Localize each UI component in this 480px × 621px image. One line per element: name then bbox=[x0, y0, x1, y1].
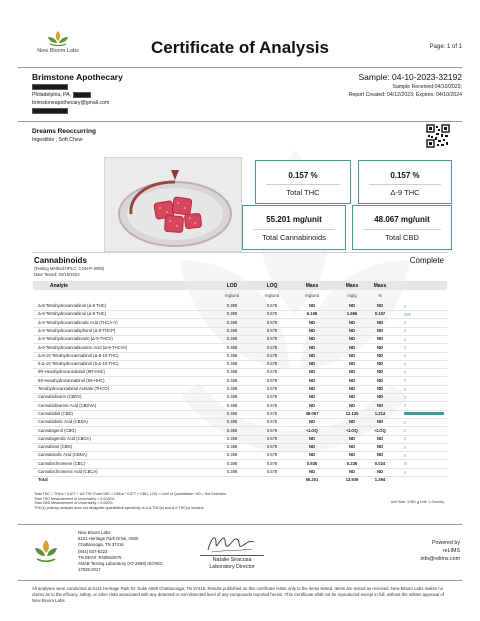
analyte-mass-g: ND bbox=[348, 402, 356, 408]
analyte-name: Cannabigerol (CBG) bbox=[38, 427, 76, 433]
column-unit: mg/unit bbox=[265, 293, 279, 298]
analyte-mass-pct: ND bbox=[376, 377, 384, 383]
analyte-mass-pct: 0.157 bbox=[374, 311, 386, 317]
note-line: Total THC = THCa * 0.877 + Δ9-THC;Total CBD = CBDa * 0.877 + CBD; LOQ = Limit of Quantitation; ND = Not Detected. bbox=[34, 492, 227, 496]
analyte-lod: 0.388 bbox=[226, 344, 238, 350]
analyte-mass-pct: ND bbox=[376, 444, 384, 450]
analyte-mass-pct: ND bbox=[376, 386, 384, 391]
client-divider bbox=[18, 121, 462, 122]
analyte-lod: 0.388 bbox=[226, 402, 238, 408]
analyte-mass-unit: ND bbox=[308, 452, 316, 458]
box-divider bbox=[266, 184, 340, 185]
cannabinoids-title: Cannabinoids bbox=[34, 256, 87, 265]
column-header: Analyte bbox=[50, 283, 69, 289]
product-photo bbox=[104, 157, 242, 252]
analyte-mass-unit: ND bbox=[308, 469, 316, 474]
analyte-bar bbox=[404, 404, 406, 407]
director-title: Laboratory Director bbox=[209, 564, 255, 570]
analyte-mass-g: ND bbox=[348, 394, 356, 400]
analyte-mass-unit: ND bbox=[308, 377, 316, 383]
analyte-mass-unit: <LOQ bbox=[306, 427, 318, 433]
analyte-bar bbox=[404, 454, 406, 457]
analyte-bar bbox=[404, 338, 406, 341]
lab-address bbox=[78, 530, 163, 573]
sample-received: Sample Received:04/10/2023; bbox=[392, 84, 462, 90]
analyte-mass-unit: ND bbox=[308, 352, 316, 358]
analyte-bar bbox=[404, 305, 406, 308]
analyte-mass-pct: ND bbox=[376, 327, 384, 333]
analyte-bar bbox=[404, 321, 406, 324]
analyte-loq: 0.578 bbox=[266, 427, 278, 433]
analyte-name: Δ-9-Tetrahydrocannabinol (Δ-9 THC) bbox=[38, 311, 107, 317]
analyte-bar bbox=[404, 313, 411, 316]
analyte-mass-unit: ND bbox=[308, 336, 316, 342]
analyte-mass-pct: ND bbox=[376, 452, 384, 458]
analyte-mass-unit: 48.067 bbox=[305, 410, 319, 416]
analyte-lod: 0.388 bbox=[226, 361, 238, 367]
footer-divider bbox=[18, 524, 462, 525]
analyte-loq: 0.578 bbox=[266, 319, 278, 325]
product-info bbox=[32, 128, 96, 144]
analyte-loq: 0.578 bbox=[266, 377, 278, 383]
total-label: Total bbox=[38, 477, 48, 483]
analyte-lod: 0.388 bbox=[226, 452, 238, 458]
director-signature bbox=[204, 530, 260, 556]
analyte-mass-pct: ND bbox=[376, 394, 384, 400]
analyte-mass-g: 0.236 bbox=[346, 460, 358, 466]
analyte-mass-g: 12.135 bbox=[345, 410, 359, 416]
analyte-loq: 0.578 bbox=[266, 444, 278, 450]
analyte-bar bbox=[404, 412, 444, 415]
analyte-mass-pct: ND bbox=[376, 435, 384, 441]
analyte-loq: 0.578 bbox=[266, 369, 278, 375]
sample-id: Sample: 04-10-2023-32192 bbox=[358, 72, 462, 82]
analyte-mass-unit: 0.935 bbox=[306, 460, 318, 466]
signature-line bbox=[200, 555, 264, 556]
client-city: Philadelphia, PA, bbox=[32, 92, 72, 98]
analyte-name: Cannabinol (CBN) bbox=[38, 444, 72, 450]
analyte-bar bbox=[404, 446, 406, 449]
analyte-mass-unit: ND bbox=[308, 444, 316, 450]
analyte-mass-g: ND bbox=[348, 377, 356, 383]
analyte-mass-unit: ND bbox=[308, 361, 316, 367]
analyte-mass-unit: ND bbox=[308, 319, 316, 325]
analyte-lod: 0.388 bbox=[226, 303, 238, 308]
analyte-bar bbox=[404, 346, 406, 349]
total-mass-pct: 1.394 bbox=[374, 477, 386, 483]
analyte-mass-g: ND bbox=[348, 386, 356, 391]
analyte-name: Cannabinolic Acid (CBNA) bbox=[38, 452, 87, 458]
total-mass-unit: 55.201 bbox=[305, 477, 319, 483]
lab-phone: (844) 837-8223 bbox=[78, 548, 108, 554]
column-unit: % bbox=[378, 293, 382, 298]
analyte-name: 9S-Hexahydrocannabinol (9S-HHC) bbox=[38, 377, 105, 383]
cannabinoids-method bbox=[34, 266, 104, 277]
analyte-bar bbox=[404, 437, 406, 440]
analyte-lod: 0.388 bbox=[226, 419, 238, 425]
analyte-mass-unit: ND bbox=[308, 435, 316, 441]
column-unit: mg/unit bbox=[225, 293, 239, 298]
analyte-lod: 0.388 bbox=[226, 427, 238, 433]
analyte-lod: 0.388 bbox=[226, 394, 238, 400]
analyte-name: Cannabichromenic Acid (CBCA) bbox=[38, 469, 98, 474]
column-unit: mg/g bbox=[347, 293, 357, 298]
analyte-mass-unit: ND bbox=[308, 327, 316, 333]
analyte-mass-pct: ND bbox=[376, 369, 384, 375]
analyte-mass-pct: ND bbox=[376, 419, 384, 425]
analyte-mass-pct: ND bbox=[376, 469, 384, 474]
page-number: Page: 1 of 1 bbox=[429, 44, 462, 50]
report-header bbox=[0, 0, 480, 66]
analyte-loq: 0.578 bbox=[266, 410, 278, 416]
analyte-lod: 0.388 bbox=[226, 435, 238, 441]
powered-by-label: Powered by bbox=[432, 540, 460, 546]
section-divider bbox=[32, 252, 448, 253]
analyte-mass-g: ND bbox=[348, 352, 356, 358]
column-header: Mass bbox=[345, 283, 359, 289]
total-cannabinoids-box bbox=[242, 205, 346, 250]
analyte-mass-g: ND bbox=[348, 303, 356, 308]
total-cbd-label: Total CBD bbox=[385, 233, 419, 242]
analyte-loq: 0.578 bbox=[266, 469, 278, 474]
analyte-mass-unit: ND bbox=[308, 369, 316, 375]
analyte-mass-unit: ND bbox=[308, 402, 316, 408]
client-email: brimstoneapothecary@gmail.com bbox=[32, 100, 110, 106]
analyte-name: 5-Δ-10-Tetrahydrocannabinol (5-Δ-10-THC) bbox=[38, 361, 119, 367]
total-cannabinoids-label: Total Cannabinoids bbox=[262, 233, 326, 242]
analyte-lod: 0.388 bbox=[226, 352, 238, 358]
product-photo-image bbox=[105, 158, 242, 252]
column-header: LOD bbox=[226, 283, 238, 289]
analyte-lod: 0.388 bbox=[226, 311, 238, 317]
box-divider bbox=[253, 229, 335, 230]
date-tested: Date Tested: 04/10/2023 bbox=[34, 271, 80, 277]
table-notes bbox=[34, 492, 227, 510]
lab-accreditation: ANAB Testing Laboratory (AT-2868) ISO/IEC bbox=[78, 561, 164, 567]
analyte-loq: 0.578 bbox=[266, 327, 278, 333]
analyte-mass-pct: <LOQ bbox=[374, 427, 386, 433]
analyte-bar bbox=[404, 462, 407, 465]
lims-email[interactable]: info@relims.com bbox=[420, 556, 460, 562]
client-name: Brimstone Apothecary bbox=[32, 72, 123, 82]
analyte-mass-g: ND bbox=[348, 361, 356, 367]
analyte-loq: 0.578 bbox=[266, 344, 278, 350]
analyte-mass-g: ND bbox=[348, 327, 356, 333]
analyte-bar bbox=[404, 363, 406, 366]
analyte-bar bbox=[404, 371, 406, 374]
d9-thc-value: 0.157 % bbox=[390, 171, 420, 180]
analyte-name: Δ-9-Tetrahydrocannabiphorol (Δ-9-THCP) bbox=[38, 327, 116, 333]
analyte-name: Δ-9-Tetrahydrocannabinolic Acid (THCA-A) bbox=[38, 319, 118, 325]
total-cbd-value: 48.067 mg/unit bbox=[374, 215, 430, 224]
footer-lab-logo-icon bbox=[34, 539, 58, 563]
note-line: THC(s) potency analysis does not designate quantitative specificity of Δ-8-THC(s) and Δ-9-THC(s) isomers bbox=[34, 505, 204, 510]
page-title: Certificate of Analysis bbox=[151, 38, 329, 57]
lab-iso: 17025:2017 bbox=[78, 567, 101, 573]
column-header: Mass bbox=[305, 283, 319, 289]
lab-dea: TN DEA#: RN0563975 bbox=[78, 554, 122, 560]
note-line: Total THC Measurement of Uncertainty = 0.0240% bbox=[34, 496, 115, 501]
box-divider bbox=[369, 184, 441, 185]
d9-thc-label: Δ-9 THC bbox=[390, 188, 420, 197]
analyte-name: Δ-9-Tetrahydrocannabivarin (Δ-9-THCV) bbox=[38, 336, 113, 342]
analyte-mass-unit: ND bbox=[308, 344, 316, 350]
analyte-name: Cannabidiol (CBD) bbox=[38, 410, 73, 416]
analyte-bar bbox=[404, 429, 406, 432]
total-cbd-box bbox=[352, 205, 452, 250]
redacted-field bbox=[73, 92, 91, 98]
analyte-loq: 0.578 bbox=[266, 452, 278, 458]
analyte-bar bbox=[404, 329, 406, 332]
analyte-loq: 0.578 bbox=[266, 311, 278, 317]
analyte-mass-g: ND bbox=[348, 435, 356, 441]
qr-code-icon bbox=[426, 124, 450, 148]
analyte-mass-g: ND bbox=[348, 344, 356, 350]
analyte-name: Cannabidivarinic Acid (CBDVA) bbox=[38, 402, 97, 408]
column-header: LOQ bbox=[266, 283, 278, 289]
d9-thc-box bbox=[358, 160, 452, 204]
analyte-name: Δ-9-Tetrahydrocannabivarinic Acid (Δ-9-THCVA) bbox=[38, 344, 128, 350]
redacted-field bbox=[32, 108, 68, 114]
analyte-lod: 0.388 bbox=[226, 327, 238, 333]
director-name: Natalie Siracusa bbox=[212, 557, 252, 563]
analyte-lod: 0.388 bbox=[226, 336, 238, 342]
analyte-mass-unit: 6.199 bbox=[306, 311, 318, 317]
analyte-mass-g: ND bbox=[348, 369, 356, 375]
analyte-lod: 0.388 bbox=[226, 386, 238, 391]
total-mass-g: 13.936 bbox=[345, 477, 359, 483]
analyte-mass-pct: ND bbox=[376, 352, 384, 358]
analyte-mass-unit: ND bbox=[308, 419, 316, 425]
powered-by bbox=[420, 539, 460, 563]
testing-method: (Testing Method:HPLC; CON-P-3008) bbox=[34, 266, 105, 271]
analyte-name: Tetrahydrocannabinol Acetate (THCO) bbox=[38, 386, 109, 391]
analyte-loq: 0.578 bbox=[266, 419, 278, 425]
analyte-mass-pct: ND bbox=[376, 319, 384, 325]
sample-info bbox=[349, 72, 462, 99]
analyte-bar bbox=[404, 396, 406, 399]
analyte-loq: 0.578 bbox=[266, 303, 278, 308]
analyte-mass-pct: ND bbox=[376, 361, 384, 367]
analyte-loq: 0.578 bbox=[266, 460, 278, 466]
total-thc-label: Total THC bbox=[286, 188, 320, 197]
analyte-mass-g: ND bbox=[348, 319, 356, 325]
product-category: Ingestible , Soft Chew bbox=[32, 137, 83, 143]
address-line: 6121 Heritage Park Drive, A500 bbox=[78, 536, 139, 542]
analyte-lod: 0.388 bbox=[226, 469, 238, 474]
analyte-mass-g: ND bbox=[348, 452, 356, 458]
column-unit: mg/unit bbox=[305, 293, 319, 298]
address-line: Chattanooga, TN 37416 bbox=[78, 542, 124, 548]
analyte-name: Cannabidiolic Acid (CBDA) bbox=[38, 419, 88, 425]
unit-size: Unit Size: 3.961 g Unit: 1 Gummy bbox=[390, 500, 444, 504]
analyte-name: Cannabidivarin (CBDV) bbox=[38, 394, 82, 400]
analyte-mass-g: <LOQ bbox=[346, 427, 358, 433]
note-line: Total CBD Measurement of Uncertainty = 0.000% bbox=[34, 501, 113, 505]
analyte-mass-pct: 1.214 bbox=[374, 410, 386, 416]
disclaimer-text: All analyses were conducted at 6121 Heritage Park Dr. Suite A500 Chattanooga, TN 37416. Results published on this certificate relate only to the items tested. Items are tested as received. New Bloom Labs makes no claims as to the efficacy, safety, or other risks associated with any detected or non-detected level of any compounds reported herein. This Certificate shall not be reproduced except in full, without the written approval of New Bloom Labs. bbox=[32, 586, 444, 603]
analyte-lod: 0.388 bbox=[226, 444, 238, 450]
analyte-mass-pct: ND bbox=[376, 303, 384, 308]
disclaimer-divider bbox=[18, 580, 462, 581]
analyte-name: Δ-8-10-Tetrahydrocannabinol (Δ-8-10-THC) bbox=[38, 352, 119, 358]
total-cannabinoids-value: 55.201 mg/unit bbox=[266, 215, 322, 224]
lab-name: New Bloom Labs bbox=[78, 530, 111, 535]
header-divider bbox=[18, 67, 462, 68]
analyte-bar bbox=[404, 379, 406, 382]
analyte-mass-g: 1.565 bbox=[346, 311, 358, 317]
analyte-loq: 0.578 bbox=[266, 361, 278, 367]
analyte-mass-pct: ND bbox=[376, 402, 384, 408]
status-badge: Complete bbox=[409, 256, 444, 265]
analyte-mass-unit: ND bbox=[308, 303, 316, 308]
analyte-mass-pct: ND bbox=[376, 344, 384, 350]
analyte-name: Cannabichromene (CBC) bbox=[38, 460, 86, 466]
column-header: Mass bbox=[373, 283, 387, 289]
analyte-mass-pct: 0.024 bbox=[374, 460, 386, 466]
client-info bbox=[32, 72, 123, 115]
director-block bbox=[200, 557, 264, 571]
report-created: Report Created: 04/12/2023; Expires: 04/10/2024 bbox=[348, 92, 462, 98]
analyte-lod: 0.388 bbox=[226, 369, 238, 375]
total-thc-box bbox=[255, 160, 351, 204]
analyte-mass-g: ND bbox=[348, 419, 356, 425]
analyte-loq: 0.578 bbox=[266, 386, 278, 391]
analyte-loq: 0.578 bbox=[266, 352, 278, 358]
analyte-mass-g: ND bbox=[348, 469, 356, 474]
redacted-field bbox=[32, 84, 68, 90]
analyte-name: 9R-Hexahydrocannabinol (9R-HHC) bbox=[38, 369, 106, 375]
analyte-mass-unit: ND bbox=[308, 394, 316, 400]
lims-name: reLIMS bbox=[442, 548, 460, 554]
box-divider bbox=[363, 229, 441, 230]
analyte-bar bbox=[404, 421, 406, 424]
analyte-loq: 0.578 bbox=[266, 435, 278, 441]
analyte-loq: 0.578 bbox=[266, 394, 278, 400]
analyte-lod: 0.388 bbox=[226, 410, 238, 416]
lab-logo-text: New Bloom Labs bbox=[37, 48, 79, 54]
analyte-mass-g: ND bbox=[348, 336, 356, 342]
analyte-lod: 0.388 bbox=[226, 377, 238, 383]
analyte-name: Δ-8-Tetrahydrocannabinol (Δ-8 THC) bbox=[38, 303, 107, 308]
analyte-bar bbox=[404, 354, 406, 357]
analyte-lod: 0.388 bbox=[226, 460, 238, 466]
analyte-loq: 0.578 bbox=[266, 336, 278, 342]
analyte-mass-g: ND bbox=[348, 444, 356, 450]
analyte-bar bbox=[404, 471, 406, 474]
analyte-lod: 0.388 bbox=[226, 319, 238, 325]
analyte-bar bbox=[404, 388, 406, 391]
analyte-mass-pct: ND bbox=[376, 336, 384, 342]
analyte-mass-unit: ND bbox=[308, 386, 316, 391]
analyte-loq: 0.578 bbox=[266, 402, 278, 408]
analyte-name: Cannabigerolic Acid (CBGA) bbox=[38, 435, 91, 441]
total-thc-value: 0.157 % bbox=[288, 171, 318, 180]
product-name: Dreams Reoccurring bbox=[32, 128, 96, 135]
